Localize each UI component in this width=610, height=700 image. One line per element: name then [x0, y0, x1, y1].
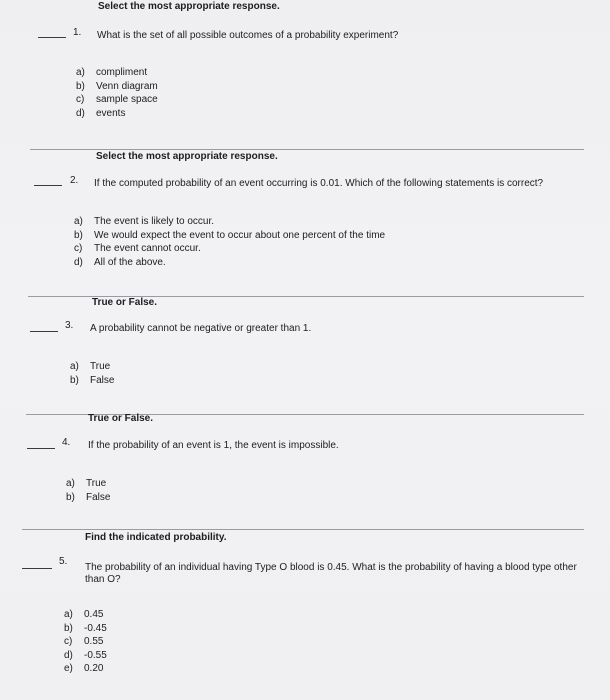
answer-blank-2[interactable] [34, 185, 62, 186]
option: b) We would expect the event to occur about one percent of the time [74, 229, 386, 241]
question-2-options [74, 215, 385, 269]
option: b) False [70, 374, 115, 386]
question-2-stem: If the computed probability of an event occurring is 0.01. Which of the following statements is correct? [94, 178, 544, 189]
question-5-instruction: Find the indicated probability. [85, 532, 227, 543]
option: a) The event is likely to occur. [74, 216, 215, 227]
question-5-options [64, 608, 107, 676]
question-1-stem: What is the set of all possible outcomes of a probability experiment? [97, 30, 399, 41]
option: c) The event cannot occur. [74, 243, 201, 254]
question-5-stem: The probability of an individual having Type O blood is 0.45. What is the probability of having a blood type other than O? [85, 562, 577, 585]
section-divider [30, 149, 584, 150]
question-4-options [66, 477, 110, 504]
section-divider [22, 529, 584, 530]
option: d) -0.55 [64, 649, 107, 661]
question-3-number: 3. [65, 320, 74, 331]
question-3-options [70, 360, 114, 387]
option: a) 0.45 [64, 609, 104, 620]
option: a) compliment [76, 67, 148, 78]
question-4-instruction: True or False. [88, 413, 154, 424]
option: b) Venn diagram [76, 80, 158, 92]
question-1-instruction: Select the most appropriate response. [98, 1, 280, 12]
question-5-number: 5. [59, 556, 68, 567]
option: c) 0.55 [64, 636, 104, 647]
option: d) events [76, 107, 126, 119]
answer-blank-4[interactable] [27, 448, 55, 449]
option: a) True [66, 478, 107, 489]
option: c) sample space [76, 94, 158, 105]
question-4-number: 4. [62, 437, 71, 448]
option: a) True [70, 361, 111, 372]
question-3-instruction: True or False. [92, 297, 158, 308]
question-1-number: 1. [73, 27, 82, 38]
option: b) False [66, 491, 111, 503]
option: e) 0.20 [64, 663, 104, 674]
answer-blank-5[interactable] [22, 568, 52, 569]
answer-blank-3[interactable] [30, 331, 58, 332]
question-4-stem: If the probability of an event is 1, the event is impossible. [88, 440, 339, 451]
question-2-number: 2. [70, 175, 79, 186]
question-2-instruction: Select the most appropriate response. [96, 151, 278, 162]
option: b) -0.45 [64, 622, 107, 634]
option: d) All of the above. [74, 256, 166, 268]
question-1-options [76, 66, 158, 120]
question-3-stem: A probability cannot be negative or greater than 1. [90, 323, 312, 334]
answer-blank-1[interactable] [38, 37, 66, 38]
